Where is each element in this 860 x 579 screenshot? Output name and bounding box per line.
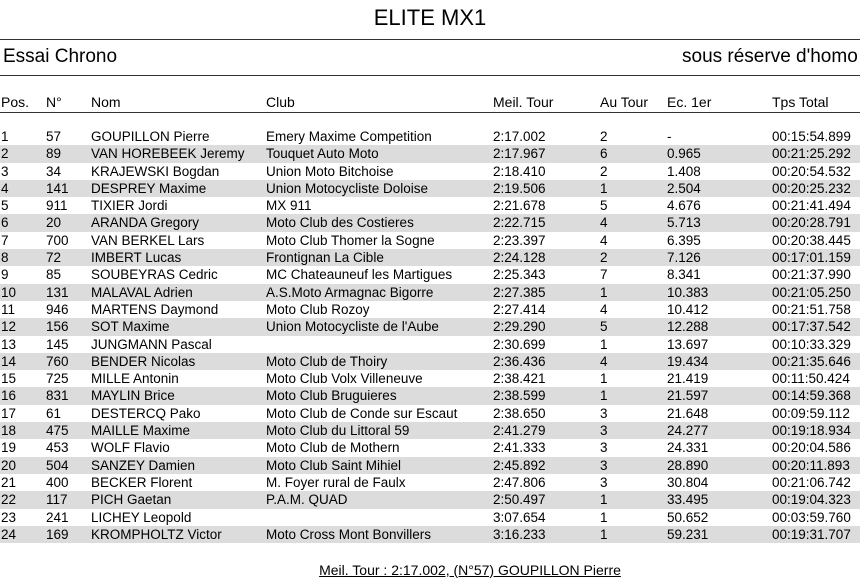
cell-total: 00:21:05.250 [772, 284, 851, 300]
table-row [0, 180, 860, 197]
cell-pos: 8 [1, 250, 9, 266]
cell-num: 946 [46, 301, 69, 317]
cell-total: 00:10:33.329 [772, 336, 851, 352]
cell-name: TIXIER Jordi [91, 198, 168, 214]
cell-at-lap: 1 [600, 492, 608, 508]
cell-num: 85 [46, 267, 62, 283]
cell-club: Union Motocycliste de l'Aube [266, 319, 439, 335]
cell-at-lap: 3 [600, 474, 608, 490]
page-title: ELITE MX1 [373, 5, 487, 30]
cell-name: JUNGMANN Pascal [91, 336, 212, 352]
cell-total: 00:21:06.742 [772, 474, 851, 490]
cell-num: 61 [46, 405, 62, 421]
cell-gap: 30.804 [667, 474, 709, 490]
cell-num: 400 [46, 474, 69, 490]
cell-club: Moto Cross Mont Bonvillers [266, 526, 432, 542]
table-row [0, 197, 860, 214]
cell-num: 34 [46, 163, 62, 179]
cell-total: 00:15:54.899 [772, 129, 851, 144]
cell-num: 20 [46, 215, 62, 231]
cell-total: 00:19:18.934 [772, 423, 851, 439]
best-lap-footer: Meil. Tour : 2:17.002, (N°57) GOUPILLON Pierre [319, 562, 621, 578]
cell-best-lap: 2:45.892 [493, 457, 546, 473]
header-club: Club [266, 94, 295, 110]
cell-best-lap: 2:29.290 [493, 319, 546, 335]
cell-name: KRAJEWSKI Bogdan [91, 163, 220, 179]
cell-total: 00:20:04.586 [772, 440, 851, 456]
cell-num: 453 [46, 440, 69, 456]
cell-pos: 15 [1, 371, 17, 387]
cell-pos: 3 [1, 163, 9, 179]
cell-gap: 10.412 [667, 301, 709, 317]
cell-pos: 6 [1, 215, 9, 231]
cell-num: 725 [46, 371, 69, 387]
cell-best-lap: 2:19.506 [493, 180, 546, 196]
cell-num: 141 [46, 180, 69, 196]
cell-club: Moto Club Rozoy [266, 301, 370, 317]
table-row [0, 336, 860, 353]
cell-best-lap: 2:27.414 [493, 301, 546, 317]
cell-club: Moto Club Volx Villeneuve [266, 371, 423, 387]
cell-at-lap: 5 [600, 198, 608, 214]
cell-total: 00:20:28.791 [772, 215, 851, 231]
cell-club: P.A.M. QUAD [266, 492, 348, 508]
cell-name: DESTERCQ Pako [91, 405, 201, 421]
cell-num: 700 [46, 232, 69, 248]
cell-name: MAYLIN Brice [91, 388, 175, 404]
cell-gap: 1.408 [667, 163, 701, 179]
cell-gap: 19.434 [667, 353, 709, 369]
cell-name: SOUBEYRAS Cedric [91, 267, 218, 283]
cell-best-lap: 2:27.385 [493, 284, 546, 300]
cell-at-lap: 4 [600, 215, 608, 231]
cell-best-lap: 3:16.233 [493, 526, 546, 542]
table-row [0, 145, 860, 162]
cell-best-lap: 2:38.650 [493, 405, 546, 421]
cell-club: A.S.Moto Armagnac Bigorre [266, 284, 434, 300]
cell-gap: 24.331 [667, 440, 709, 456]
cell-total: 00:11:50.424 [772, 371, 850, 387]
cell-total: 00:17:01.159 [772, 250, 851, 266]
cell-pos: 10 [1, 284, 17, 300]
cell-best-lap: 2:50.497 [493, 492, 546, 508]
table-row [0, 284, 860, 301]
cell-total: 00:17:37.542 [772, 319, 851, 335]
cell-best-lap: 2:41.333 [493, 440, 546, 456]
cell-pos: 13 [1, 336, 17, 352]
cell-at-lap: 1 [600, 371, 608, 387]
cell-total: 00:21:37.990 [772, 267, 851, 283]
table-row [0, 232, 860, 249]
table-row [0, 249, 860, 266]
cell-total: 00:19:04.323 [772, 492, 851, 508]
subtitle-divider [0, 75, 860, 76]
cell-club: Frontignan La Cible [266, 250, 384, 266]
cell-num: 131 [46, 284, 69, 300]
header-at-lap: Au Tour [600, 94, 648, 110]
cell-name: VAN BERKEL Lars [91, 232, 205, 248]
cell-best-lap: 3:07.654 [493, 509, 546, 525]
cell-name: MILLE Antonin [91, 371, 179, 387]
cell-total: 00:14:59.368 [772, 388, 851, 404]
cell-total: 00:21:25.292 [772, 146, 851, 162]
cell-at-lap: 5 [600, 319, 608, 335]
cell-gap: 21.597 [667, 388, 709, 404]
header-best-lap: Meil. Tour [493, 94, 554, 110]
cell-total: 00:20:25.232 [772, 180, 851, 196]
cell-num: 169 [46, 526, 69, 542]
cell-gap: 2.504 [667, 180, 701, 196]
cell-club: M. Foyer rural de Faulx [266, 474, 406, 490]
cell-name: PICH Gaetan [91, 492, 172, 508]
cell-best-lap: 2:30.699 [493, 336, 546, 352]
cell-pos: 7 [1, 232, 9, 248]
header-gap: Ec. 1er [667, 94, 712, 110]
cell-at-lap: 7 [600, 267, 608, 283]
cell-gap: 6.395 [667, 232, 701, 248]
table-row [0, 128, 860, 145]
cell-at-lap: 1 [600, 336, 608, 352]
cell-club: Moto Club Saint Mihiel [266, 457, 402, 473]
cell-best-lap: 2:22.715 [493, 215, 546, 231]
cell-best-lap: 2:24.128 [493, 250, 546, 266]
cell-num: 72 [46, 250, 62, 266]
cell-club: Moto Club de Thoiry [266, 353, 388, 369]
cell-pos: 11 [1, 301, 16, 317]
cell-at-lap: 3 [600, 440, 608, 456]
cell-club: Union Moto Bitchoise [266, 163, 394, 179]
cell-best-lap: 2:41.279 [493, 423, 546, 439]
cell-total: 00:20:11.893 [772, 457, 850, 473]
cell-total: 00:19:31.707 [772, 526, 851, 542]
table-row [0, 405, 860, 422]
cell-total: 00:21:41.494 [772, 198, 851, 214]
cell-gap: 21.419 [667, 371, 709, 387]
cell-club: Moto Club de Conde sur Escaut [266, 405, 458, 421]
cell-name: MAILLE Maxime [91, 423, 191, 439]
table-row [0, 387, 860, 404]
cell-name: ARANDA Gregory [91, 215, 200, 231]
cell-gap: 12.288 [667, 319, 709, 335]
cell-gap: 21.648 [667, 405, 709, 421]
cell-total: 00:21:51.758 [772, 301, 851, 317]
cell-pos: 4 [1, 180, 9, 196]
cell-num: 156 [46, 319, 69, 335]
cell-best-lap: 2:38.421 [493, 371, 546, 387]
table-row [0, 439, 860, 456]
table-row [0, 509, 860, 526]
cell-name: VAN HOREBEEK Jeremy [91, 146, 245, 162]
cell-at-lap: 6 [600, 146, 608, 162]
table-row [0, 491, 860, 508]
cell-pos: 16 [1, 388, 17, 404]
cell-club: MX 911 [266, 198, 312, 214]
cell-pos: 20 [1, 457, 17, 473]
cell-gap: 50.652 [667, 509, 709, 525]
table-row [0, 457, 860, 474]
cell-at-lap: 2 [600, 163, 608, 179]
cell-pos: 17 [1, 405, 17, 421]
header-divider [0, 112, 860, 113]
cell-name: BECKER Florent [91, 474, 193, 490]
cell-pos: 21 [1, 474, 17, 490]
cell-club: Moto Club Bruguieres [266, 388, 397, 404]
cell-club: Moto Club de Mothern [266, 440, 400, 456]
top-divider [0, 39, 860, 40]
header-name: Nom [91, 94, 121, 110]
session-title: Essai Chrono [3, 46, 118, 67]
cell-at-lap: 1 [600, 388, 608, 404]
cell-pos: 12 [1, 319, 17, 335]
cell-at-lap: 3 [600, 457, 608, 473]
table-row [0, 526, 860, 543]
cell-at-lap: 2 [600, 129, 608, 144]
cell-club: Moto Club Thomer la Sogne [266, 232, 435, 248]
cell-num: 831 [46, 388, 69, 404]
table-row [0, 318, 860, 335]
cell-at-lap: 1 [600, 526, 608, 542]
cell-at-lap: 4 [600, 353, 608, 369]
table-row [0, 301, 860, 318]
cell-name: MARTENS Daymond [91, 301, 219, 317]
table-row [0, 474, 860, 491]
cell-club: MC Chateauneuf les Martigues [266, 267, 453, 283]
cell-pos: 5 [1, 198, 9, 214]
cell-name: WOLF Flavio [91, 440, 170, 456]
results-table [0, 128, 860, 543]
cell-at-lap: 3 [600, 405, 608, 421]
cell-gap: 33.495 [667, 492, 709, 508]
cell-num: 760 [46, 353, 69, 369]
cell-at-lap: 4 [600, 301, 608, 317]
cell-club: Emery Maxime Competition [266, 129, 432, 144]
cell-total: 00:20:54.532 [772, 163, 851, 179]
cell-name: MALAVAL Adrien [91, 284, 193, 300]
cell-name: SOT Maxime [91, 319, 170, 335]
header-pos: Pos. [1, 94, 30, 110]
table-row [0, 370, 860, 387]
cell-pos: 9 [1, 267, 9, 283]
table-row [0, 422, 860, 439]
cell-best-lap: 2:47.806 [493, 474, 546, 490]
cell-gap: 5.713 [667, 215, 701, 231]
cell-gap: 59.231 [667, 526, 709, 542]
cell-total: 00:03:59.760 [772, 509, 851, 525]
cell-num: 117 [46, 492, 68, 508]
cell-name: KROMPHOLTZ Victor [91, 526, 222, 542]
cell-num: 57 [46, 129, 62, 144]
cell-at-lap: 1 [600, 509, 608, 525]
table-row [0, 214, 860, 231]
cell-pos: 19 [1, 440, 17, 456]
table-row [0, 353, 860, 370]
cell-name: DESPREY Maxime [91, 180, 207, 196]
cell-name: LICHEY Leopold [91, 509, 192, 525]
cell-gap: 7.126 [667, 250, 701, 266]
cell-gap: 8.341 [667, 267, 701, 283]
cell-pos: 22 [1, 492, 17, 508]
cell-name: SANZEY Damien [91, 457, 196, 473]
cell-num: 241 [46, 509, 69, 525]
cell-pos: 24 [1, 526, 17, 542]
cell-num: 145 [46, 336, 69, 352]
cell-club: Moto Club du Littoral 59 [266, 423, 410, 439]
reserve-note: sous réserve d'homo [682, 46, 858, 67]
cell-num: 504 [46, 457, 69, 473]
table-row [0, 163, 860, 180]
cell-gap: 28.890 [667, 457, 709, 473]
cell-gap: 0.965 [667, 146, 701, 162]
cell-at-lap: 1 [600, 180, 608, 196]
cell-name: BENDER Nicolas [91, 353, 196, 369]
cell-club: Moto Club des Costieres [266, 215, 414, 231]
cell-best-lap: 2:17.967 [493, 146, 546, 162]
cell-best-lap: 2:21.678 [493, 198, 546, 214]
cell-gap: 24.277 [667, 423, 709, 439]
cell-pos: 2 [1, 146, 9, 162]
cell-pos: 14 [1, 353, 17, 369]
cell-best-lap: 2:25.343 [493, 267, 546, 283]
cell-name: GOUPILLON Pierre [91, 129, 210, 144]
cell-at-lap: 3 [600, 423, 608, 439]
cell-pos: 23 [1, 509, 17, 525]
cell-best-lap: 2:36.436 [493, 353, 546, 369]
cell-gap: 4.676 [667, 198, 701, 214]
cell-num: 475 [46, 423, 69, 439]
cell-best-lap: 2:38.599 [493, 388, 546, 404]
cell-at-lap: 4 [600, 232, 608, 248]
table-row [0, 266, 860, 283]
cell-num: 89 [46, 146, 62, 162]
cell-best-lap: 2:18.410 [493, 163, 546, 179]
cell-pos: 18 [1, 423, 17, 439]
cell-total: 00:21:35.646 [772, 353, 851, 369]
cell-num: 911 [46, 198, 68, 214]
cell-best-lap: 2:17.002 [493, 129, 546, 144]
cell-pos: 1 [1, 129, 9, 144]
cell-club: Union Motocycliste Doloise [266, 180, 429, 196]
cell-name: IMBERT Lucas [91, 250, 182, 266]
cell-gap: 10.383 [667, 284, 709, 300]
header-num: N° [46, 94, 62, 110]
cell-total: 00:09:59.112 [772, 405, 850, 421]
cell-gap: 13.697 [667, 336, 709, 352]
cell-total: 00:20:38.445 [772, 232, 851, 248]
header-total: Tps Total [772, 94, 829, 110]
cell-at-lap: 2 [600, 250, 608, 266]
cell-at-lap: 1 [600, 284, 608, 300]
cell-club: Touquet Auto Moto [266, 146, 379, 162]
cell-gap: - [667, 129, 672, 144]
cell-best-lap: 2:23.397 [493, 232, 546, 248]
